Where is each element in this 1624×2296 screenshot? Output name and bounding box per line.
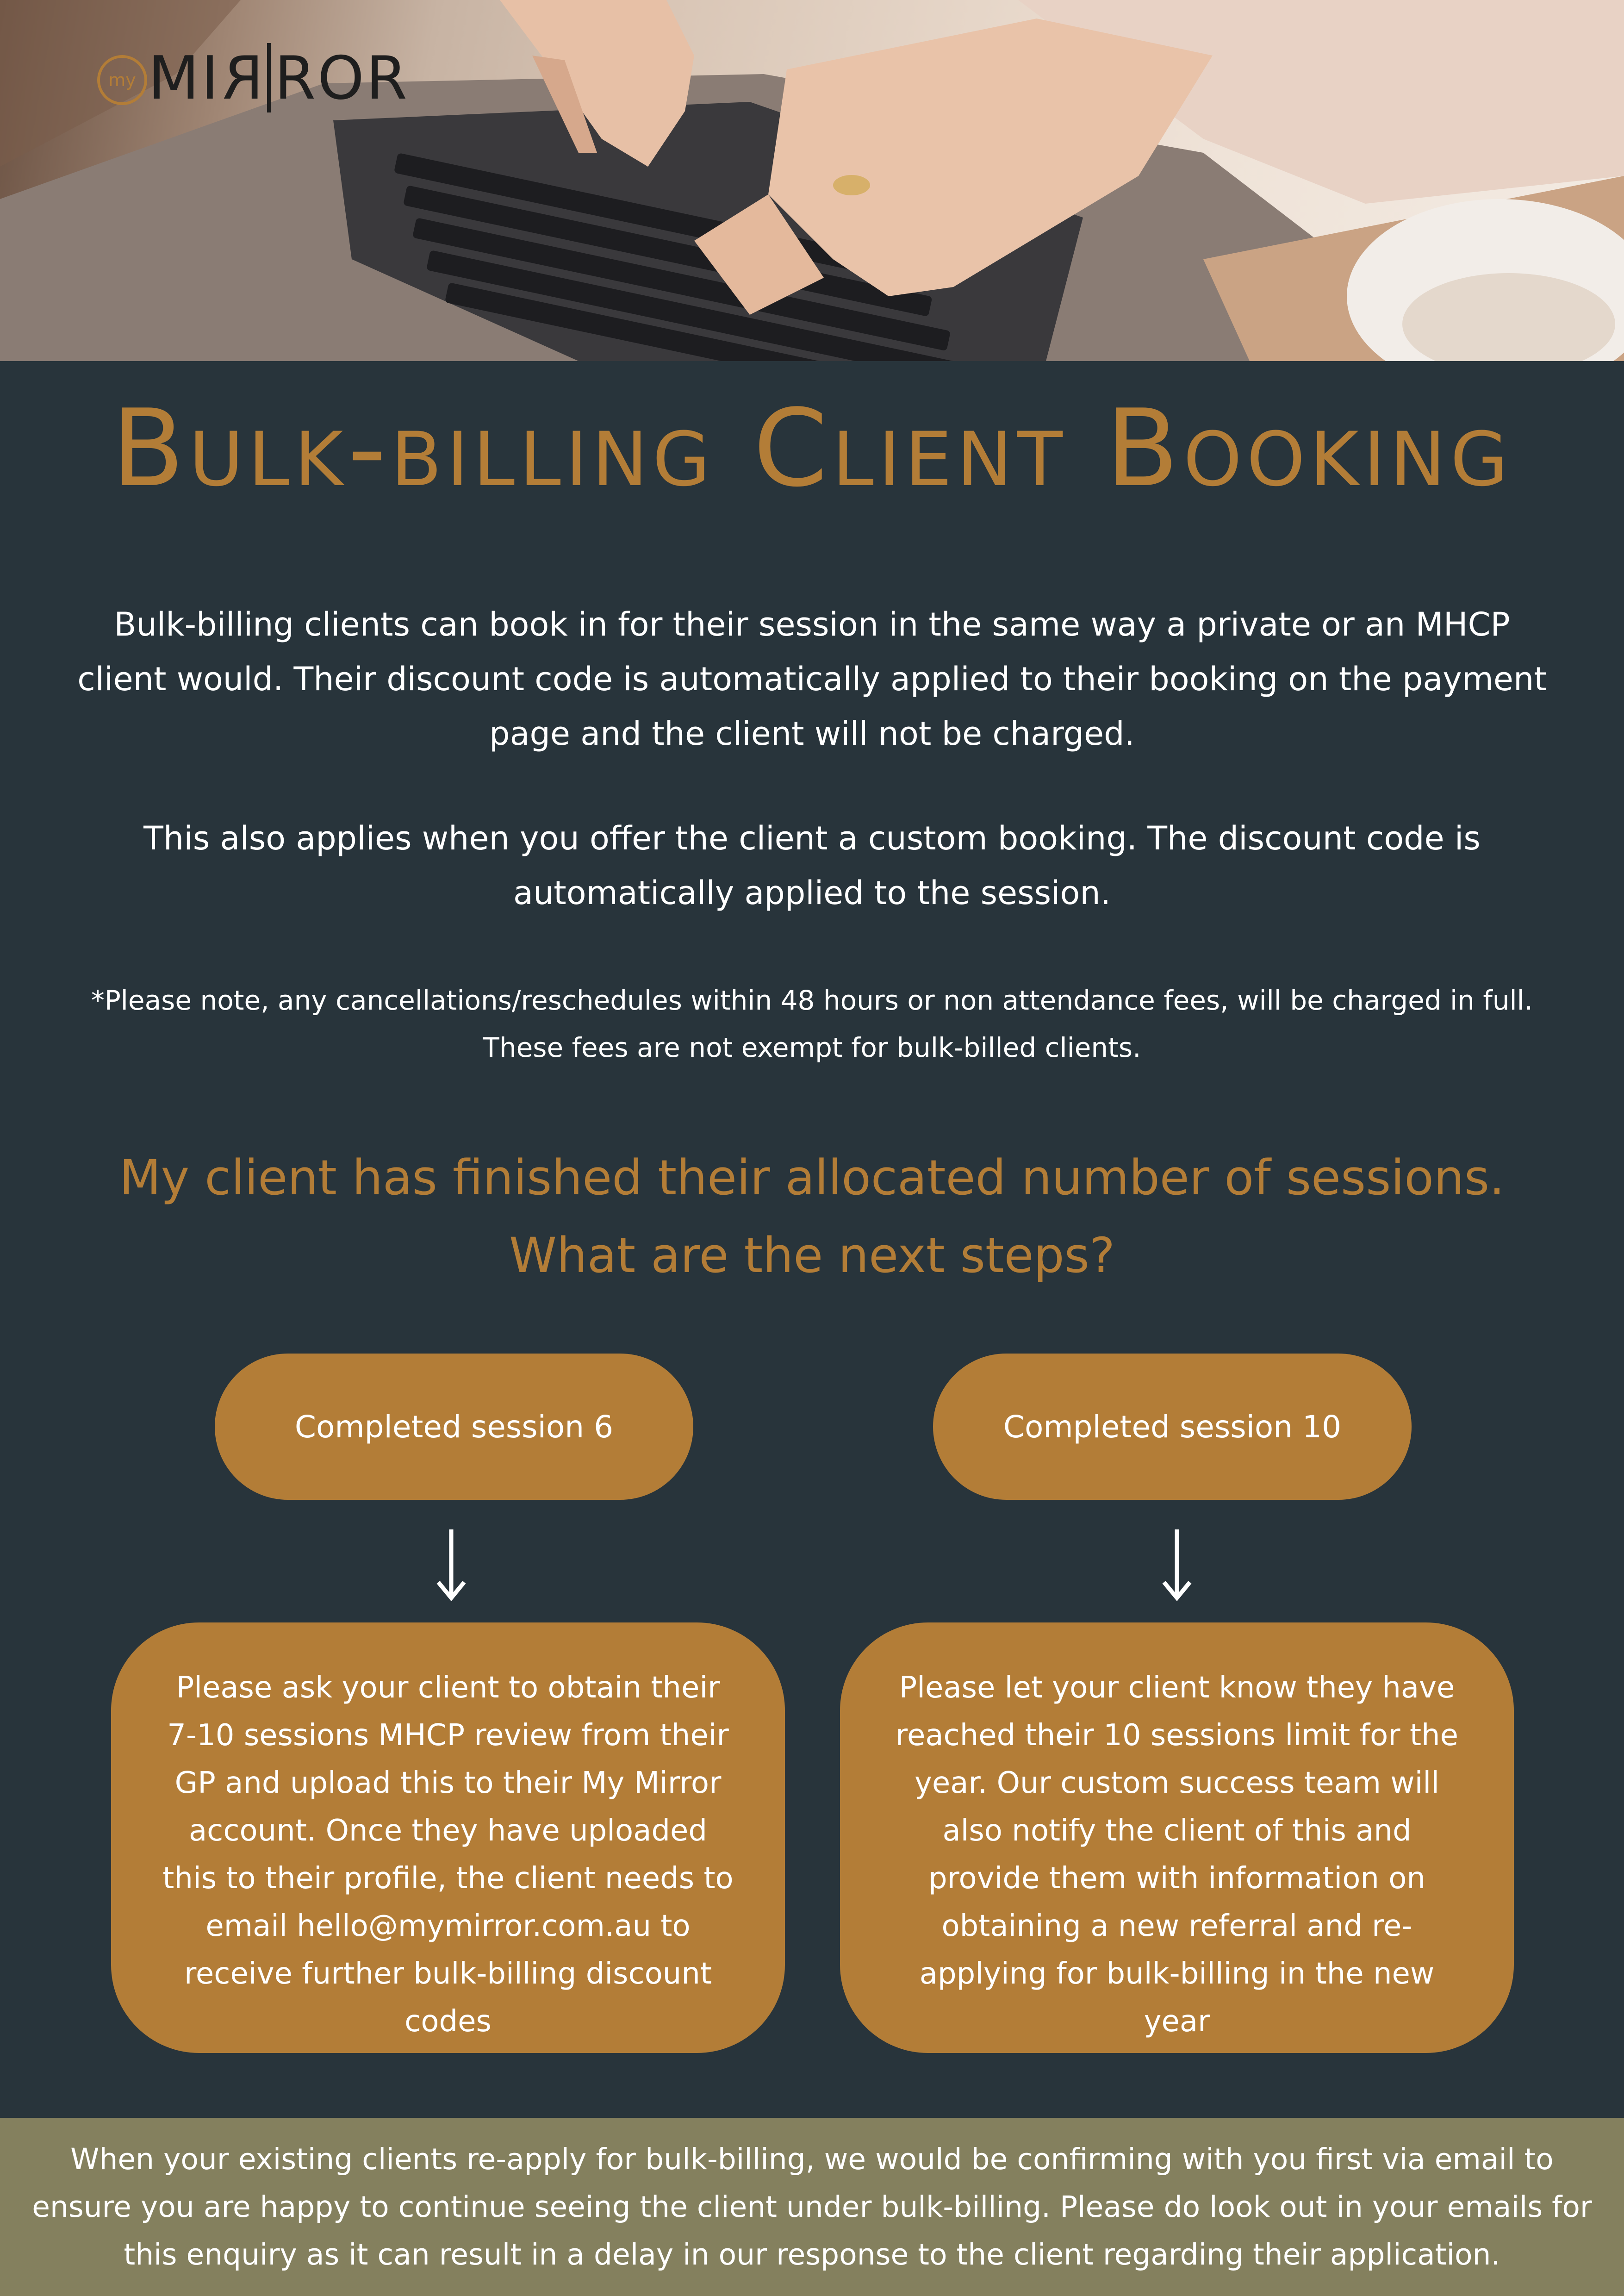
logo-divider (267, 43, 271, 112)
intro-paragraph: Bulk-billing clients can book in for their session in the same way a private or an MHCP client would. Their discount code is automatically applied to their booking on the payment page and the client will not be charged. (77, 605, 1547, 753)
completed-session-6-pill: Completed session 6 (215, 1354, 693, 1500)
logo-circle: my (97, 55, 147, 105)
logo-prefix: MI (148, 44, 221, 113)
arrow-down-icon (1158, 1528, 1195, 1602)
arrow-down-icon (433, 1528, 470, 1602)
custom-booking-paragraph: This also applies when you offer the client a custom booking. The discount code is automatically applied to the session. (143, 819, 1481, 912)
completed-session-10-pill: Completed session 10 (933, 1354, 1412, 1500)
fees-note: *Please note, any cancellations/reschedules within 48 hours or non attendance fees, will be charged in full. These fees are not exempt for bulk-billed clients. (91, 985, 1533, 1063)
logo-suffix: ROR (274, 44, 409, 113)
session-6-instructions: Please ask your client to obtain their 7-10 sessions MHCP review from their GP and upload this to their My Mirror account. Once they have uploaded this to their profile, the client needs to email hello@mymirror.com.au to receive further bulk-billing discount codes (111, 1622, 785, 2053)
next-steps-heading-line1: My client has finished their allocated number of sessions. (119, 1149, 1505, 1206)
page-title: Bulk-billing Client Booking (111, 387, 1513, 511)
next-steps-heading-line2: What are the next steps? (509, 1227, 1115, 1284)
logo-reversed-letter: R (220, 44, 264, 113)
session-10-instructions: Please let your client know they have reached their 10 sessions limit for the year. Our custom success team will also notify the client of this and provide them with information on obtaining a new referral and re-applying for bulk-billing in the new year (840, 1622, 1514, 2053)
next-steps-heading (69, 1139, 1555, 1294)
my-mirror-logo (97, 41, 409, 119)
hero-photo (0, 0, 1624, 361)
footer-note: When your existing clients re-apply for bulk-billing, we would be confirming with you first via email to ensure you are happy to continue seeing the client under bulk-billing. Please do look out in your emails for this enquiry as it can result in a delay in our response to the client regarding their application. (0, 2118, 1624, 2296)
logo-wordmark (148, 39, 409, 121)
